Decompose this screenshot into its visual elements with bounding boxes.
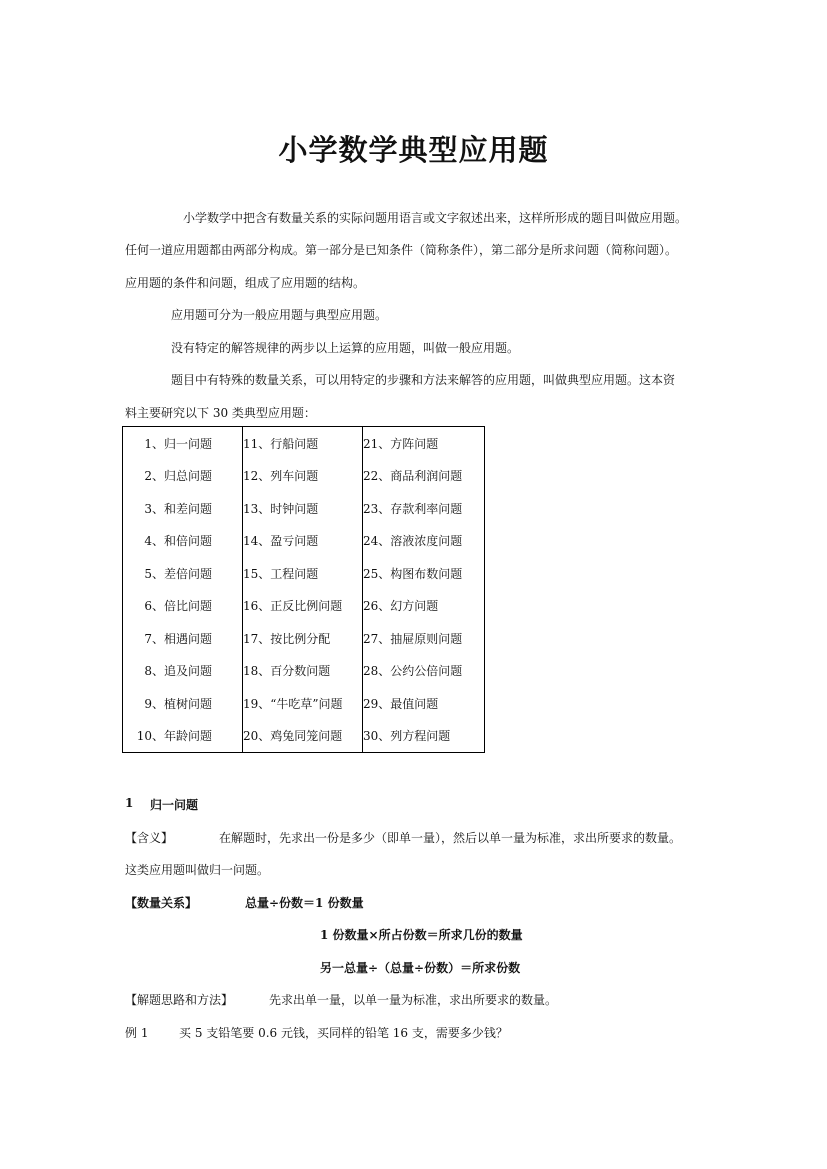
formula-1: 总量÷份数＝1 份数量: [245, 896, 364, 910]
table-cell: 5、差倍问题: [123, 557, 243, 590]
table-cell: 29、最值问题: [363, 687, 485, 720]
table-cell: 28、公约公倍问题: [363, 655, 485, 688]
table-cell: 23、存款利率问题: [363, 492, 485, 525]
table-row: [123, 720, 485, 753]
table-cell: 11、行船问题: [243, 427, 363, 460]
intro-line-2: 任何一道应用题都由两部分构成。第一部分是已知条件（简称条件），第二部分是所求问题（简称问题）。: [125, 243, 678, 257]
table-cell: 4、和倍问题: [123, 525, 243, 558]
meaning-text-continued: 这类应用题叫做归一问题。: [125, 863, 270, 877]
meaning-text: 在解题时，先求出一份是多少（即单一量），然后以单一量为标准，求出所要求的数量。: [219, 831, 682, 845]
section-1-number: 1: [125, 796, 134, 810]
table-row: [123, 622, 485, 655]
table-cell: 2、归总问题: [123, 460, 243, 493]
table-cell: 9、植树问题: [123, 687, 243, 720]
problem-types-table: [122, 426, 485, 753]
table-row: [123, 427, 485, 460]
example-text: 买 5 支铅笔要 0.6 元钱，买同样的铅笔 16 支，需要多少钱？: [179, 1026, 508, 1040]
intro-paragraph-4-line-2: 料主要研究以下 30 类典型应用题：: [125, 406, 316, 420]
table-row: [123, 590, 485, 623]
example-label: 例 1: [125, 1026, 149, 1040]
table-cell: 19、“牛吃草”问题: [243, 687, 363, 720]
table-cell: 24、溶液浓度问题: [363, 525, 485, 558]
table-cell: 6、倍比问题: [123, 590, 243, 623]
table-cell: 10、年龄问题: [123, 720, 243, 753]
table-cell: 17、按比例分配: [243, 622, 363, 655]
table-cell: 12、列车问题: [243, 460, 363, 493]
table-cell: 7、相遇问题: [123, 622, 243, 655]
table-cell: 3、和差问题: [123, 492, 243, 525]
table-row: [123, 525, 485, 558]
intro-paragraph-2: 应用题可分为一般应用题与典型应用题。: [171, 308, 388, 322]
table-cell: 15、工程问题: [243, 557, 363, 590]
meaning-label: 【含义】: [125, 831, 174, 845]
table-cell: 13、时钟问题: [243, 492, 363, 525]
table-cell: 14、盈亏问题: [243, 525, 363, 558]
relation-label: 【数量关系】: [125, 896, 198, 910]
table-row: [123, 492, 485, 525]
table-row: [123, 460, 485, 493]
table-cell: 18、百分数问题: [243, 655, 363, 688]
intro-line-1: 小学数学中把含有数量关系的实际问题用语言或文字叙述出来，这样所形成的题目叫做应用题。: [183, 211, 688, 225]
intro-line-3: 应用题的条件和问题，组成了应用题的结构。: [125, 276, 366, 290]
method-text: 先求出单一量，以单一量为标准，求出所要求的数量。: [269, 993, 558, 1007]
table-cell: 20、鸡兔同笼问题: [243, 720, 363, 753]
table-cell: 26、幻方问题: [363, 590, 485, 623]
table-row: [123, 655, 485, 688]
table-cell: 8、追及问题: [123, 655, 243, 688]
table-cell: 21、方阵问题: [363, 427, 485, 460]
table-row: [123, 557, 485, 590]
method-label: 【解题思路和方法】: [125, 993, 234, 1007]
table-cell: 27、抽屉原则问题: [363, 622, 485, 655]
document-title: 小学数学典型应用题: [278, 133, 549, 167]
formula-3: 另一总量÷（总量÷份数）＝所求份数: [320, 961, 521, 975]
table-cell: 22、商品利润问题: [363, 460, 485, 493]
table-cell: 25、构图布数问题: [363, 557, 485, 590]
table-cell: 16、正反比例问题: [243, 590, 363, 623]
section-1-heading: 归一问题: [150, 798, 199, 812]
intro-paragraph-3: 没有特定的解答规律的两步以上运算的应用题，叫做一般应用题。: [171, 341, 520, 355]
formula-2: 1 份数量×所占份数＝所求几份的数量: [320, 928, 523, 942]
table-cell: 30、列方程问题: [363, 720, 485, 753]
table-row: [123, 687, 485, 720]
table-cell: 1、归一问题: [123, 427, 243, 460]
intro-paragraph-4-line-1: 题目中有特殊的数量关系，可以用特定的步骤和方法来解答的应用题，叫做典型应用题。这本资: [171, 373, 676, 387]
